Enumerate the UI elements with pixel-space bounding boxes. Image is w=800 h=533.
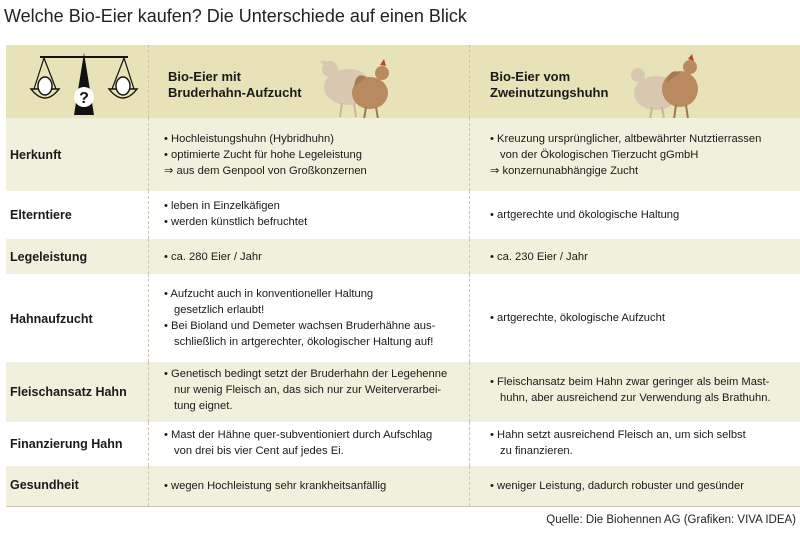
scale-icon (28, 49, 140, 119)
row-col1 (164, 131, 367, 179)
row-col2 (490, 207, 679, 223)
row-col2 (490, 131, 761, 179)
table-row (6, 362, 800, 423)
table-row (6, 118, 800, 192)
row-col1 (164, 478, 386, 494)
row-col1-line: • Bei Bioland und Demeter wachsen Bruderhähne aus- (164, 320, 436, 332)
comparison-table (6, 45, 800, 507)
row-col2-line: • artgerechte und ökologische Haltung (490, 209, 680, 221)
row-label: Legeleistung (10, 250, 88, 264)
row-col2-line: • artgerechte, ökologische Aufzucht (490, 312, 665, 324)
row-label: Fleischansatz Hahn (10, 385, 127, 399)
row-col1-line: • Aufzucht auch in konventioneller Haltung (164, 288, 374, 300)
row-label: Gesundheit (10, 478, 79, 492)
row-col2-line: • weniger Leistung, dadurch robuster und gesünder (490, 480, 744, 492)
row-col2-line: • ca. 230 Eier / Jahr (490, 251, 588, 263)
row-col1-line: nur wenig Fleisch an, das sich nur zur Weiterverarbei- (174, 384, 442, 396)
hens-icon-left (306, 51, 396, 121)
table-row (6, 422, 800, 467)
row-col2-line: von der Ökologischen Tierzucht gGmbH (500, 149, 699, 161)
header-col2-line1: Bio-Eier vom (490, 69, 571, 84)
row-col1-line: von drei bis vier Cent auf jedes Ei. (174, 445, 344, 457)
page-title: Welche Bio-Eier kaufen? Die Unterschiede auf einen Blick (4, 6, 467, 26)
row-col1 (164, 249, 262, 265)
row-col2-line: • Hahn setzt ausreichend Fleisch an, um sich selbst (490, 429, 746, 441)
table-row (6, 274, 800, 363)
row-col2 (490, 478, 744, 494)
header-col2-line2: Zweinutzungshuhn (490, 85, 609, 100)
row-col2 (490, 427, 746, 459)
row-col1 (164, 366, 447, 414)
table-header (6, 45, 800, 118)
source-note: Quelle: Die Biohennen AG (Grafiken: VIVA IDEA) (546, 514, 796, 526)
row-col2-line: huhn, aber ausreichend zur Verwendung als Brathuhn. (500, 392, 771, 404)
row-col1-line: • Mast der Hähne quer-subventioniert durch Aufschlag (164, 429, 433, 441)
row-label: Elterntiere (10, 208, 72, 222)
row-col1-line: ⇒ aus dem Genpool von Großkonzernen (164, 165, 367, 177)
row-col1-line: • leben in Einzelkäfigen (164, 200, 280, 212)
row-col1-line: schließlich in artgerechter, ökologischer Haltung auf! (174, 336, 434, 348)
row-col1-line: • Hochleistungshuhn (Hybridhuhn) (164, 133, 334, 145)
header-col1-line1: Bio-Eier mit (168, 69, 241, 84)
row-col2 (490, 310, 665, 326)
row-col1-line: • optimierte Zucht für hohe Legeleistung (164, 149, 362, 161)
row-col1 (164, 427, 432, 459)
row-col2-line: zu finanzieren. (500, 445, 573, 457)
row-col2-line: ⇒ konzernunabhängige Zucht (490, 165, 639, 177)
header-col1-line2: Bruderhahn-Aufzucht (168, 85, 302, 100)
hens-icon-right (618, 51, 708, 121)
table-row (6, 191, 800, 240)
row-col1-line: • werden künstlich befruchtet (164, 216, 308, 228)
row-label: Finanzierung Hahn (10, 437, 123, 451)
row-col1 (164, 286, 435, 350)
question-mark: ? (79, 90, 89, 107)
header-col1 (168, 69, 302, 101)
row-col1-line: • wegen Hochleistung sehr krankheitsanfällig (164, 480, 387, 492)
row-col2-line: • Fleischansatz beim Hahn zwar geringer als beim Mast- (490, 376, 770, 388)
row-col2 (490, 374, 771, 406)
table-row (6, 466, 800, 507)
row-col1-line: • Genetisch bedingt setzt der Bruderhahn der Legehenne (164, 368, 448, 380)
header-col2 (490, 69, 608, 101)
row-label: Herkunft (10, 148, 62, 162)
table-row (6, 239, 800, 275)
row-col1-line: tung eignet. (174, 400, 233, 412)
row-col2 (490, 249, 588, 265)
row-col1-line: gesetzlich erlaubt! (174, 304, 265, 316)
row-col1 (164, 198, 307, 230)
row-col1-line: • ca. 280 Eier / Jahr (164, 251, 262, 263)
row-label: Hahnaufzucht (10, 312, 93, 326)
row-col2-line: • Kreuzung ursprünglicher, altbewährter Nutztierrassen (490, 133, 762, 145)
